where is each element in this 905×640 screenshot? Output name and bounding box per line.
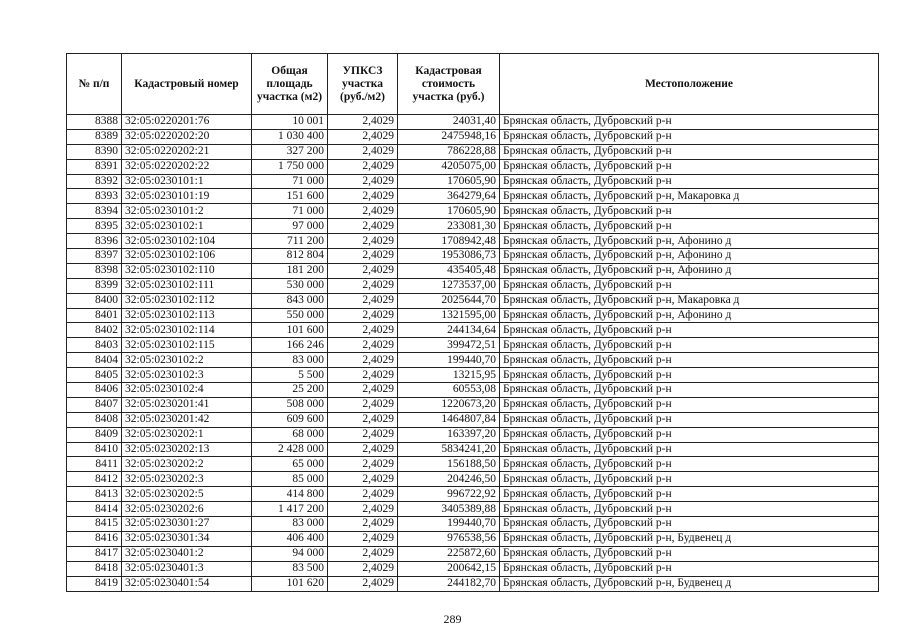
plot-location: Брянская область, Дубровский р-н: [500, 174, 879, 189]
plot-area: 5 500: [252, 368, 328, 383]
cadastral-number: 32:05:0230202:13: [122, 442, 252, 457]
plot-area: 71 000: [252, 204, 328, 219]
upksz-value: 2,4029: [328, 412, 398, 427]
plot-location: Брянская область, Дубровский р-н: [500, 427, 879, 442]
cadastral-number: 32:05:0220202:20: [122, 129, 252, 144]
table-row: [67, 457, 879, 472]
plot-location: Брянская область, Дубровский р-н: [500, 278, 879, 293]
plot-area: 68 000: [252, 427, 328, 442]
plot-area: 65 000: [252, 457, 328, 472]
upksz-value: 2,4029: [328, 368, 398, 383]
plot-location: Брянская область, Дубровский р-н: [500, 397, 879, 412]
cadastral-cost: 24031,40: [398, 115, 500, 130]
upksz-value: 2,4029: [328, 115, 398, 130]
upksz-value: 2,4029: [328, 308, 398, 323]
cadastral-number: 32:05:0230202:6: [122, 502, 252, 517]
row-number: 8396: [67, 234, 122, 249]
row-number: 8402: [67, 323, 122, 338]
plot-area: 406 400: [252, 531, 328, 546]
plot-location: Брянская область, Дубровский р-н: [500, 204, 879, 219]
table-row: [67, 219, 879, 234]
cadastral-cost: 200642,15: [398, 561, 500, 576]
plot-area: 10 001: [252, 115, 328, 130]
upksz-value: 2,4029: [328, 263, 398, 278]
cadastral-cost: 60553,08: [398, 383, 500, 398]
plot-area: 1 030 400: [252, 129, 328, 144]
cadastral-cost: 156188,50: [398, 457, 500, 472]
row-number: 8393: [67, 189, 122, 204]
plot-area: 550 000: [252, 308, 328, 323]
cadastral-cost: 1953086,73: [398, 249, 500, 264]
row-number: 8418: [67, 561, 122, 576]
cadastral-number: 32:05:0230102:115: [122, 338, 252, 353]
page-number: 289: [443, 612, 462, 626]
table-row: [67, 487, 879, 502]
cadastral-number: 32:05:0230202:3: [122, 472, 252, 487]
table-row: [67, 427, 879, 442]
table-row: [67, 308, 879, 323]
cadastral-number: 32:05:0230102:106: [122, 249, 252, 264]
plot-location: Брянская область, Дубровский р-н, Макаровка д: [500, 293, 879, 308]
row-number: 8404: [67, 353, 122, 368]
plot-location: Брянская область, Дубровский р-н, Будвенец д: [500, 576, 879, 591]
cadastral-number: 32:05:0230102:110: [122, 263, 252, 278]
plot-area: 85 000: [252, 472, 328, 487]
cadastral-number: 32:05:0230401:2: [122, 546, 252, 561]
row-number: 8389: [67, 129, 122, 144]
cadastral-cost: 170605,90: [398, 174, 500, 189]
cadastral-number: 32:05:0230102:104: [122, 234, 252, 249]
header-cost: Кадастровая стоимость участка (руб.): [398, 54, 500, 115]
plot-area: 181 200: [252, 263, 328, 278]
plot-area: 2 428 000: [252, 442, 328, 457]
plot-location: Брянская область, Дубровский р-н: [500, 129, 879, 144]
row-number: 8388: [67, 115, 122, 130]
plot-area: 414 800: [252, 487, 328, 502]
plot-location: Брянская область, Дубровский р-н, Будвенец д: [500, 531, 879, 546]
plot-location: Брянская область, Дубровский р-н: [500, 457, 879, 472]
table-row: [67, 383, 879, 398]
upksz-value: 2,4029: [328, 204, 398, 219]
plot-area: 166 246: [252, 338, 328, 353]
row-number: 8412: [67, 472, 122, 487]
row-number: 8408: [67, 412, 122, 427]
table-row: [67, 323, 879, 338]
row-number: 8409: [67, 427, 122, 442]
header-cadastral: Кадастровый номер: [122, 54, 252, 115]
cadastral-cost: 13215,95: [398, 368, 500, 383]
upksz-value: 2,4029: [328, 219, 398, 234]
plot-area: 101 620: [252, 576, 328, 591]
plot-area: 327 200: [252, 144, 328, 159]
plot-area: 609 600: [252, 412, 328, 427]
cadastral-cost: 233081,30: [398, 219, 500, 234]
upksz-value: 2,4029: [328, 517, 398, 532]
upksz-value: 2,4029: [328, 338, 398, 353]
plot-area: 843 000: [252, 293, 328, 308]
plot-area: 508 000: [252, 397, 328, 412]
cadastral-number: 32:05:0230201:41: [122, 397, 252, 412]
upksz-value: 2,4029: [328, 457, 398, 472]
table-row: [67, 174, 879, 189]
cadastral-cost: 1464807,84: [398, 412, 500, 427]
cadastral-table: [66, 53, 879, 592]
table-row: [67, 115, 879, 130]
table-row: [67, 502, 879, 517]
cadastral-cost: 1273537,00: [398, 278, 500, 293]
cadastral-number: 32:05:0230101:19: [122, 189, 252, 204]
table-header: [67, 54, 879, 115]
plot-location: Брянская область, Дубровский р-н: [500, 502, 879, 517]
plot-location: Брянская область, Дубровский р-н, Афонино д: [500, 308, 879, 323]
plot-location: Брянская область, Дубровский р-н: [500, 219, 879, 234]
cadastral-cost: 2025644,70: [398, 293, 500, 308]
cadastral-cost: 1321595,00: [398, 308, 500, 323]
table-row: [67, 278, 879, 293]
upksz-value: 2,4029: [328, 442, 398, 457]
cadastral-number: 32:05:0230401:54: [122, 576, 252, 591]
plot-area: 71 000: [252, 174, 328, 189]
row-number: 8405: [67, 368, 122, 383]
plot-area: 1 417 200: [252, 502, 328, 517]
upksz-value: 2,4029: [328, 472, 398, 487]
cadastral-number: 32:05:0230102:111: [122, 278, 252, 293]
table-row: [67, 293, 879, 308]
table-row: [67, 263, 879, 278]
plot-location: Брянская область, Дубровский р-н, Афонино д: [500, 234, 879, 249]
cadastral-number: 32:05:0230202:1: [122, 427, 252, 442]
row-number: 8401: [67, 308, 122, 323]
row-number: 8390: [67, 144, 122, 159]
cadastral-number: 32:05:0220202:22: [122, 159, 252, 174]
cadastral-cost: 163397,20: [398, 427, 500, 442]
cadastral-number: 32:05:0220202:21: [122, 144, 252, 159]
cadastral-cost: 1708942,48: [398, 234, 500, 249]
row-number: 8392: [67, 174, 122, 189]
row-number: 8407: [67, 397, 122, 412]
plot-area: 97 000: [252, 219, 328, 234]
table-row: [67, 249, 879, 264]
table-row: [67, 159, 879, 174]
table-row: [67, 576, 879, 591]
table-row: [67, 397, 879, 412]
row-number: 8394: [67, 204, 122, 219]
cadastral-number: 32:05:0230102:4: [122, 383, 252, 398]
cadastral-cost: 199440,70: [398, 517, 500, 532]
cadastral-cost: 364279,64: [398, 189, 500, 204]
plot-location: Брянская область, Дубровский р-н: [500, 442, 879, 457]
upksz-value: 2,4029: [328, 427, 398, 442]
plot-location: Брянская область, Дубровский р-н: [500, 472, 879, 487]
table-row: [67, 546, 879, 561]
header-num: № п/п: [67, 54, 122, 115]
cadastral-number: 32:05:0230202:2: [122, 457, 252, 472]
table-row: [67, 531, 879, 546]
table-row: [67, 129, 879, 144]
cadastral-number: 32:05:0230102:113: [122, 308, 252, 323]
plot-location: Брянская область, Дубровский р-н: [500, 517, 879, 532]
cadastral-number: 32:05:0230301:34: [122, 531, 252, 546]
plot-location: Брянская область, Дубровский р-н: [500, 115, 879, 130]
row-number: 8413: [67, 487, 122, 502]
table-row: [67, 144, 879, 159]
row-number: 8403: [67, 338, 122, 353]
plot-area: 83 000: [252, 353, 328, 368]
upksz-value: 2,4029: [328, 323, 398, 338]
table-row: [67, 442, 879, 457]
cadastral-cost: 170605,90: [398, 204, 500, 219]
row-number: 8400: [67, 293, 122, 308]
plot-area: 151 600: [252, 189, 328, 204]
table-row: [67, 189, 879, 204]
plot-location: Брянская область, Дубровский р-н: [500, 323, 879, 338]
row-number: 8410: [67, 442, 122, 457]
cadastral-cost: 2475948,16: [398, 129, 500, 144]
plot-location: Брянская область, Дубровский р-н: [500, 561, 879, 576]
row-number: 8406: [67, 383, 122, 398]
row-number: 8416: [67, 531, 122, 546]
plot-area: 812 804: [252, 249, 328, 264]
plot-area: 94 000: [252, 546, 328, 561]
upksz-value: 2,4029: [328, 576, 398, 591]
cadastral-cost: 204246,50: [398, 472, 500, 487]
cadastral-cost: 399472,51: [398, 338, 500, 353]
cadastral-number: 32:05:0230202:5: [122, 487, 252, 502]
upksz-value: 2,4029: [328, 487, 398, 502]
row-number: 8391: [67, 159, 122, 174]
plot-area: 83 000: [252, 517, 328, 532]
table-row: [67, 561, 879, 576]
cadastral-number: 32:05:0230301:27: [122, 517, 252, 532]
row-number: 8419: [67, 576, 122, 591]
row-number: 8414: [67, 502, 122, 517]
upksz-value: 2,4029: [328, 234, 398, 249]
table-row: [67, 204, 879, 219]
plot-location: Брянская область, Дубровский р-н: [500, 353, 879, 368]
plot-location: Брянская область, Дубровский р-н: [500, 368, 879, 383]
upksz-value: 2,4029: [328, 353, 398, 368]
table-row: [67, 517, 879, 532]
cadastral-cost: 786228,88: [398, 144, 500, 159]
cadastral-cost: 1220673,20: [398, 397, 500, 412]
header-location: Местоположение: [500, 54, 879, 115]
plot-location: Брянская область, Дубровский р-н: [500, 546, 879, 561]
cadastral-cost: 5834241,20: [398, 442, 500, 457]
row-number: 8398: [67, 263, 122, 278]
plot-location: Брянская область, Дубровский р-н: [500, 412, 879, 427]
plot-location: Брянская область, Дубровский р-н: [500, 144, 879, 159]
plot-location: Брянская область, Дубровский р-н: [500, 338, 879, 353]
cadastral-number: 32:05:0230102:2: [122, 353, 252, 368]
upksz-value: 2,4029: [328, 129, 398, 144]
plot-area: 711 200: [252, 234, 328, 249]
upksz-value: 2,4029: [328, 159, 398, 174]
cadastral-number: 32:05:0230102:112: [122, 293, 252, 308]
cadastral-cost: 435405,48: [398, 263, 500, 278]
upksz-value: 2,4029: [328, 531, 398, 546]
plot-area: 25 200: [252, 383, 328, 398]
cadastral-number: 32:05:0230102:1: [122, 219, 252, 234]
plot-location: Брянская область, Дубровский р-н: [500, 383, 879, 398]
row-number: 8411: [67, 457, 122, 472]
upksz-value: 2,4029: [328, 383, 398, 398]
cadastral-number: 32:05:0230101:2: [122, 204, 252, 219]
cadastral-cost: 4205075,00: [398, 159, 500, 174]
upksz-value: 2,4029: [328, 561, 398, 576]
plot-location: Брянская область, Дубровский р-н, Афонино д: [500, 263, 879, 278]
row-number: 8395: [67, 219, 122, 234]
plot-area: 101 600: [252, 323, 328, 338]
plot-location: Брянская область, Дубровский р-н: [500, 487, 879, 502]
cadastral-number: 32:05:0230102:3: [122, 368, 252, 383]
upksz-value: 2,4029: [328, 293, 398, 308]
table-row: [67, 472, 879, 487]
upksz-value: 2,4029: [328, 174, 398, 189]
plot-area: 83 500: [252, 561, 328, 576]
header-area: Общая площадь участка (м2): [252, 54, 328, 115]
upksz-value: 2,4029: [328, 249, 398, 264]
upksz-value: 2,4029: [328, 502, 398, 517]
cadastral-cost: 976538,56: [398, 531, 500, 546]
cadastral-number: 32:05:0230101:1: [122, 174, 252, 189]
table-row: [67, 412, 879, 427]
plot-location: Брянская область, Дубровский р-н: [500, 159, 879, 174]
cadastral-cost: 996722,92: [398, 487, 500, 502]
plot-location: Брянская область, Дубровский р-н, Макаровка д: [500, 189, 879, 204]
cadastral-number: 32:05:0230102:114: [122, 323, 252, 338]
row-number: 8399: [67, 278, 122, 293]
cadastral-number: 32:05:0230201:42: [122, 412, 252, 427]
upksz-value: 2,4029: [328, 397, 398, 412]
table-body: [67, 115, 879, 592]
plot-area: 1 750 000: [252, 159, 328, 174]
table-row: [67, 368, 879, 383]
plot-area: 530 000: [252, 278, 328, 293]
cadastral-cost: 244182,70: [398, 576, 500, 591]
cadastral-number: 32:05:0230401:3: [122, 561, 252, 576]
row-number: 8415: [67, 517, 122, 532]
row-number: 8397: [67, 249, 122, 264]
upksz-value: 2,4029: [328, 278, 398, 293]
cadastral-cost: 199440,70: [398, 353, 500, 368]
cadastral-cost: 3405389,88: [398, 502, 500, 517]
row-number: 8417: [67, 546, 122, 561]
upksz-value: 2,4029: [328, 144, 398, 159]
header-upksz: УПКСЗ участка (руб./м2): [328, 54, 398, 115]
upksz-value: 2,4029: [328, 546, 398, 561]
cadastral-cost: 244134,64: [398, 323, 500, 338]
table-row: [67, 338, 879, 353]
table-row: [67, 353, 879, 368]
table-row: [67, 234, 879, 249]
plot-location: Брянская область, Дубровский р-н, Афонино д: [500, 249, 879, 264]
upksz-value: 2,4029: [328, 189, 398, 204]
cadastral-cost: 225872,60: [398, 546, 500, 561]
cadastral-number: 32:05:0220201:76: [122, 115, 252, 130]
